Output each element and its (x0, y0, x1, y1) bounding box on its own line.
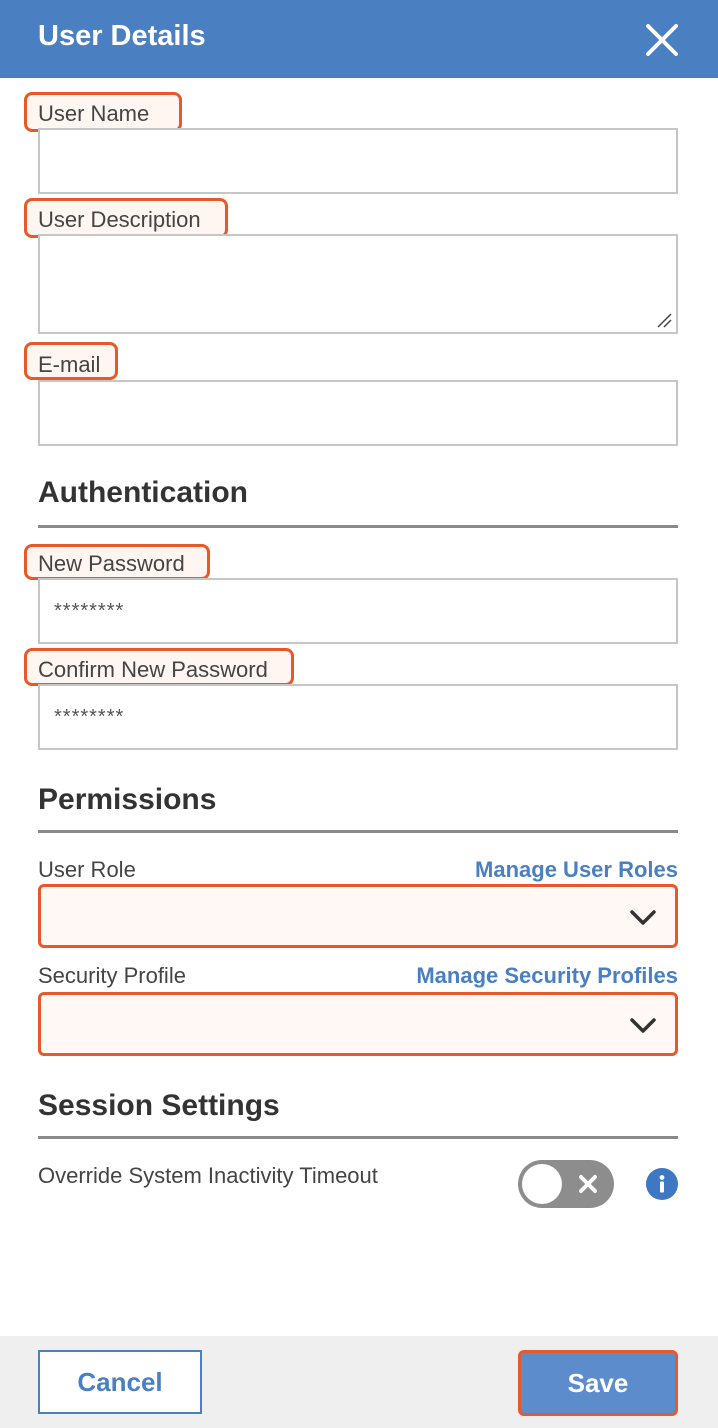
chevron-down-icon (629, 905, 657, 929)
security-profile-select[interactable] (38, 992, 678, 1056)
new-password-label: New Password (38, 551, 185, 576)
confirm-password-field[interactable] (38, 684, 678, 750)
dialog-header (0, 0, 718, 78)
dialog-footer (0, 1336, 718, 1428)
user-role-select[interactable] (38, 884, 678, 948)
user-name-input[interactable] (40, 130, 676, 192)
save-button[interactable]: Save (518, 1350, 678, 1416)
chevron-down-icon (629, 1013, 657, 1037)
override-timeout-label: Override System Inactivity Timeout (38, 1163, 378, 1188)
email-label: E-mail (38, 352, 101, 377)
email-field[interactable] (38, 380, 678, 446)
email-input[interactable] (40, 382, 676, 444)
user-description-textarea[interactable] (40, 236, 676, 332)
security-profile-label: Security Profile (38, 963, 186, 988)
dialog-title: User Details (38, 20, 206, 52)
new-password-input[interactable] (40, 580, 676, 642)
close-button[interactable] (640, 18, 684, 62)
toggle-off-x-icon (576, 1172, 600, 1196)
user-role-label: User Role (38, 857, 136, 882)
manage-user-roles-link[interactable]: Manage User Roles (475, 857, 678, 882)
cancel-button[interactable]: Cancel (38, 1350, 202, 1414)
confirm-password-input[interactable] (40, 686, 676, 748)
new-password-field[interactable] (38, 578, 678, 644)
authentication-section-title: Authentication (38, 476, 248, 509)
session-settings-divider (38, 1136, 678, 1139)
info-icon[interactable] (646, 1168, 678, 1200)
toggle-knob (522, 1164, 562, 1204)
info-glyph (646, 1168, 678, 1200)
user-name-field[interactable] (38, 128, 678, 194)
resize-grip-icon[interactable] (656, 312, 672, 328)
permissions-section-title: Permissions (38, 783, 217, 816)
user-name-label: User Name (38, 101, 150, 126)
override-timeout-toggle[interactable] (518, 1160, 614, 1208)
authentication-divider (38, 525, 678, 528)
close-icon (640, 18, 684, 62)
confirm-password-label: Confirm New Password (38, 657, 268, 682)
session-settings-section-title: Session Settings (38, 1089, 280, 1122)
user-description-field[interactable] (38, 234, 678, 334)
permissions-divider (38, 830, 678, 833)
manage-security-profiles-link[interactable]: Manage Security Profiles (416, 963, 678, 988)
user-description-label: User Description (38, 207, 201, 232)
